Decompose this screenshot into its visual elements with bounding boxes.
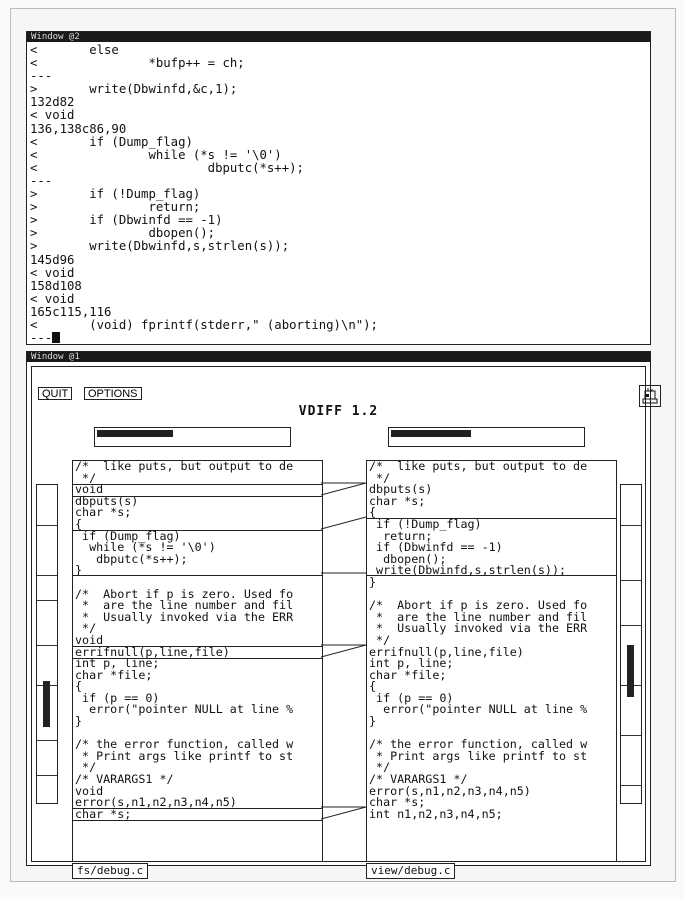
right-code-line: error(s,n1,n2,n3,n4,n5) bbox=[369, 783, 531, 798]
diff-output-line: < void bbox=[30, 108, 75, 123]
right-code-line: */ bbox=[376, 470, 391, 485]
left-code-line: while (*s != '\0') bbox=[89, 540, 216, 555]
left-code-line: dbputc(*s++); bbox=[96, 551, 188, 566]
right-code-line: write(Dbwinfd,s,strlen(s)); bbox=[376, 563, 567, 578]
diff-output-line: 132d82 bbox=[30, 95, 75, 110]
diff-output-line: --- bbox=[30, 173, 53, 188]
left-code-line: error("pointer NULL at line % bbox=[89, 702, 294, 717]
right-code-line: * Usually invoked via the ERR bbox=[376, 621, 588, 636]
left-code-line: } bbox=[75, 714, 83, 729]
right-code-line: char *file; bbox=[369, 667, 447, 682]
options-button[interactable]: OPTIONS bbox=[84, 387, 142, 400]
diff-output-line: < *bufp++ = ch; bbox=[30, 56, 245, 71]
right-code-line: if (!Dump_flag) bbox=[376, 516, 482, 531]
right-code-line: if (p == 0) bbox=[376, 690, 454, 705]
vdiff-frame bbox=[31, 366, 646, 877]
left-code-line: void bbox=[75, 632, 104, 647]
diff-output-line: > if (Dbwinfd == -1) bbox=[30, 213, 223, 228]
left-progress-fill bbox=[97, 430, 173, 437]
quit-button[interactable]: QUIT bbox=[38, 387, 72, 400]
right-code-line: int p, line; bbox=[369, 656, 454, 671]
deletion-connector bbox=[321, 807, 366, 819]
diff-output-window[interactable] bbox=[26, 31, 651, 345]
right-code-line: int n1,n2,n3,n4,n5; bbox=[369, 806, 503, 821]
right-progress-bar bbox=[388, 427, 585, 447]
right-scroll-thumb[interactable] bbox=[627, 645, 634, 697]
right-code-line: if (Dbwinfd == -1) bbox=[376, 540, 503, 555]
right-code-line: char *s; bbox=[369, 795, 426, 810]
left-file-pane[interactable] bbox=[72, 460, 323, 862]
diff-output-line: 136,138c86,90 bbox=[30, 121, 127, 136]
shell-prompt: --- bbox=[30, 331, 53, 346]
diff-output-line: 165c115,116 bbox=[30, 304, 112, 319]
right-code-line: error("pointer NULL at line % bbox=[383, 702, 588, 717]
diff-output-line: > write(Dbwinfd,s,strlen(s)); bbox=[30, 239, 290, 254]
diff-output-line: > return; bbox=[30, 200, 201, 215]
diff-output-line: < else bbox=[30, 43, 119, 57]
app-title: VDIFF 1.2 bbox=[298, 404, 379, 419]
left-code-line: } bbox=[75, 563, 83, 578]
left-code-line: /* the error function, called w bbox=[75, 737, 294, 752]
deletion-connector bbox=[321, 483, 366, 495]
right-file-lines bbox=[367, 461, 616, 861]
right-file-pane[interactable] bbox=[366, 460, 617, 862]
diff-connectors bbox=[321, 460, 367, 860]
right-filename-label: view/debug.c bbox=[366, 863, 455, 879]
vdiff-icon[interactable] bbox=[639, 385, 661, 407]
diff-output-line: --- bbox=[30, 69, 53, 84]
left-code-line: dbputs(s) bbox=[75, 493, 139, 508]
left-code-line: if (p == 0) bbox=[82, 690, 160, 705]
left-code-line: void bbox=[75, 482, 104, 497]
left-code-line: * Usually invoked via the ERR bbox=[82, 609, 294, 624]
right-code-line: errifnull(p,line,file) bbox=[369, 644, 524, 659]
right-code-line: /* VARARGS1 */ bbox=[369, 772, 468, 787]
right-code-line: * are the line number and fil bbox=[376, 609, 588, 624]
window-title-bar[interactable]: Window @2 bbox=[27, 32, 650, 42]
window-title-bar-2[interactable]: Window @1 bbox=[27, 352, 650, 362]
diff-output-text bbox=[27, 42, 650, 345]
diff-output-line: 158d108 bbox=[30, 278, 82, 293]
right-code-line: { bbox=[369, 505, 377, 520]
right-scrollbar[interactable] bbox=[620, 484, 642, 804]
left-code-line: errifnull(p,line,file) bbox=[75, 644, 230, 659]
diff-output-line: < void bbox=[30, 291, 75, 306]
right-code-line: /* Abort if p is zero. Used fo bbox=[369, 598, 588, 613]
left-progress-bar bbox=[94, 427, 291, 447]
diff-output-line: 145d96 bbox=[30, 252, 75, 267]
right-code-line: dbopen(); bbox=[383, 551, 447, 566]
left-code-line: { bbox=[75, 679, 83, 694]
text-cursor bbox=[52, 332, 60, 343]
right-code-line: * Print args like printf to st bbox=[376, 748, 588, 763]
left-code-line: char *file; bbox=[75, 667, 153, 682]
left-code-line: /* Abort if p is zero. Used fo bbox=[75, 586, 294, 601]
left-code-line: char *s; bbox=[75, 505, 132, 520]
deletion-connector bbox=[321, 645, 366, 657]
left-code-line: * are the line number and fil bbox=[82, 598, 294, 613]
left-scrollbar[interactable] bbox=[36, 484, 58, 804]
change-connector bbox=[321, 517, 366, 573]
right-code-line: char *s; bbox=[369, 493, 426, 508]
diff-output-line: < void bbox=[30, 265, 75, 280]
diff-lines bbox=[30, 43, 378, 332]
right-code-line: dbputs(s) bbox=[369, 482, 433, 497]
right-code-line: return; bbox=[383, 528, 433, 543]
left-code-line: */ bbox=[82, 760, 97, 775]
left-code-line: error(s,n1,n2,n3,n4,n5) bbox=[75, 795, 237, 810]
right-progress-fill bbox=[391, 430, 471, 437]
right-code-line: } bbox=[369, 714, 377, 729]
left-code-line: */ bbox=[82, 470, 97, 485]
left-code-line: { bbox=[75, 516, 83, 531]
left-code-line: */ bbox=[82, 621, 97, 636]
right-code-line: */ bbox=[376, 632, 391, 647]
diff-output-line: > write(Dbwinfd,&c,1); bbox=[30, 82, 238, 97]
right-code-line: /* like puts, but output to de bbox=[369, 461, 588, 473]
vdiff-window[interactable] bbox=[26, 351, 651, 877]
right-code-line: { bbox=[369, 679, 377, 694]
left-scroll-thumb[interactable] bbox=[43, 681, 50, 727]
diff-output-line: > dbopen(); bbox=[30, 226, 216, 241]
left-file-lines bbox=[73, 461, 322, 861]
diff-output-line: < if (Dump_flag) bbox=[30, 134, 193, 149]
left-code-line: if (Dump_flag) bbox=[82, 528, 181, 543]
diff-output-line: < dbputc(*s++); bbox=[30, 160, 304, 175]
left-code-line: /* VARARGS1 */ bbox=[75, 772, 174, 787]
right-code-line: */ bbox=[376, 760, 391, 775]
left-code-line: /* like puts, but output to de bbox=[75, 461, 294, 473]
right-code-line: } bbox=[369, 574, 377, 589]
left-code-line: char *s; bbox=[75, 806, 132, 821]
right-code-line: /* the error function, called w bbox=[369, 737, 588, 752]
left-code-line: int p, line; bbox=[75, 656, 160, 671]
left-code-line: void bbox=[75, 783, 104, 798]
left-code-line: * Print args like printf to st bbox=[82, 748, 294, 763]
diff-output-line: < (void) fprintf(stderr," (aborting)\n"); bbox=[30, 317, 378, 332]
diff-output-line: > if (!Dump_flag) bbox=[30, 187, 201, 202]
diff-output-line: < while (*s != '\0') bbox=[30, 147, 282, 162]
left-filename-label: fs/debug.c bbox=[72, 863, 148, 879]
